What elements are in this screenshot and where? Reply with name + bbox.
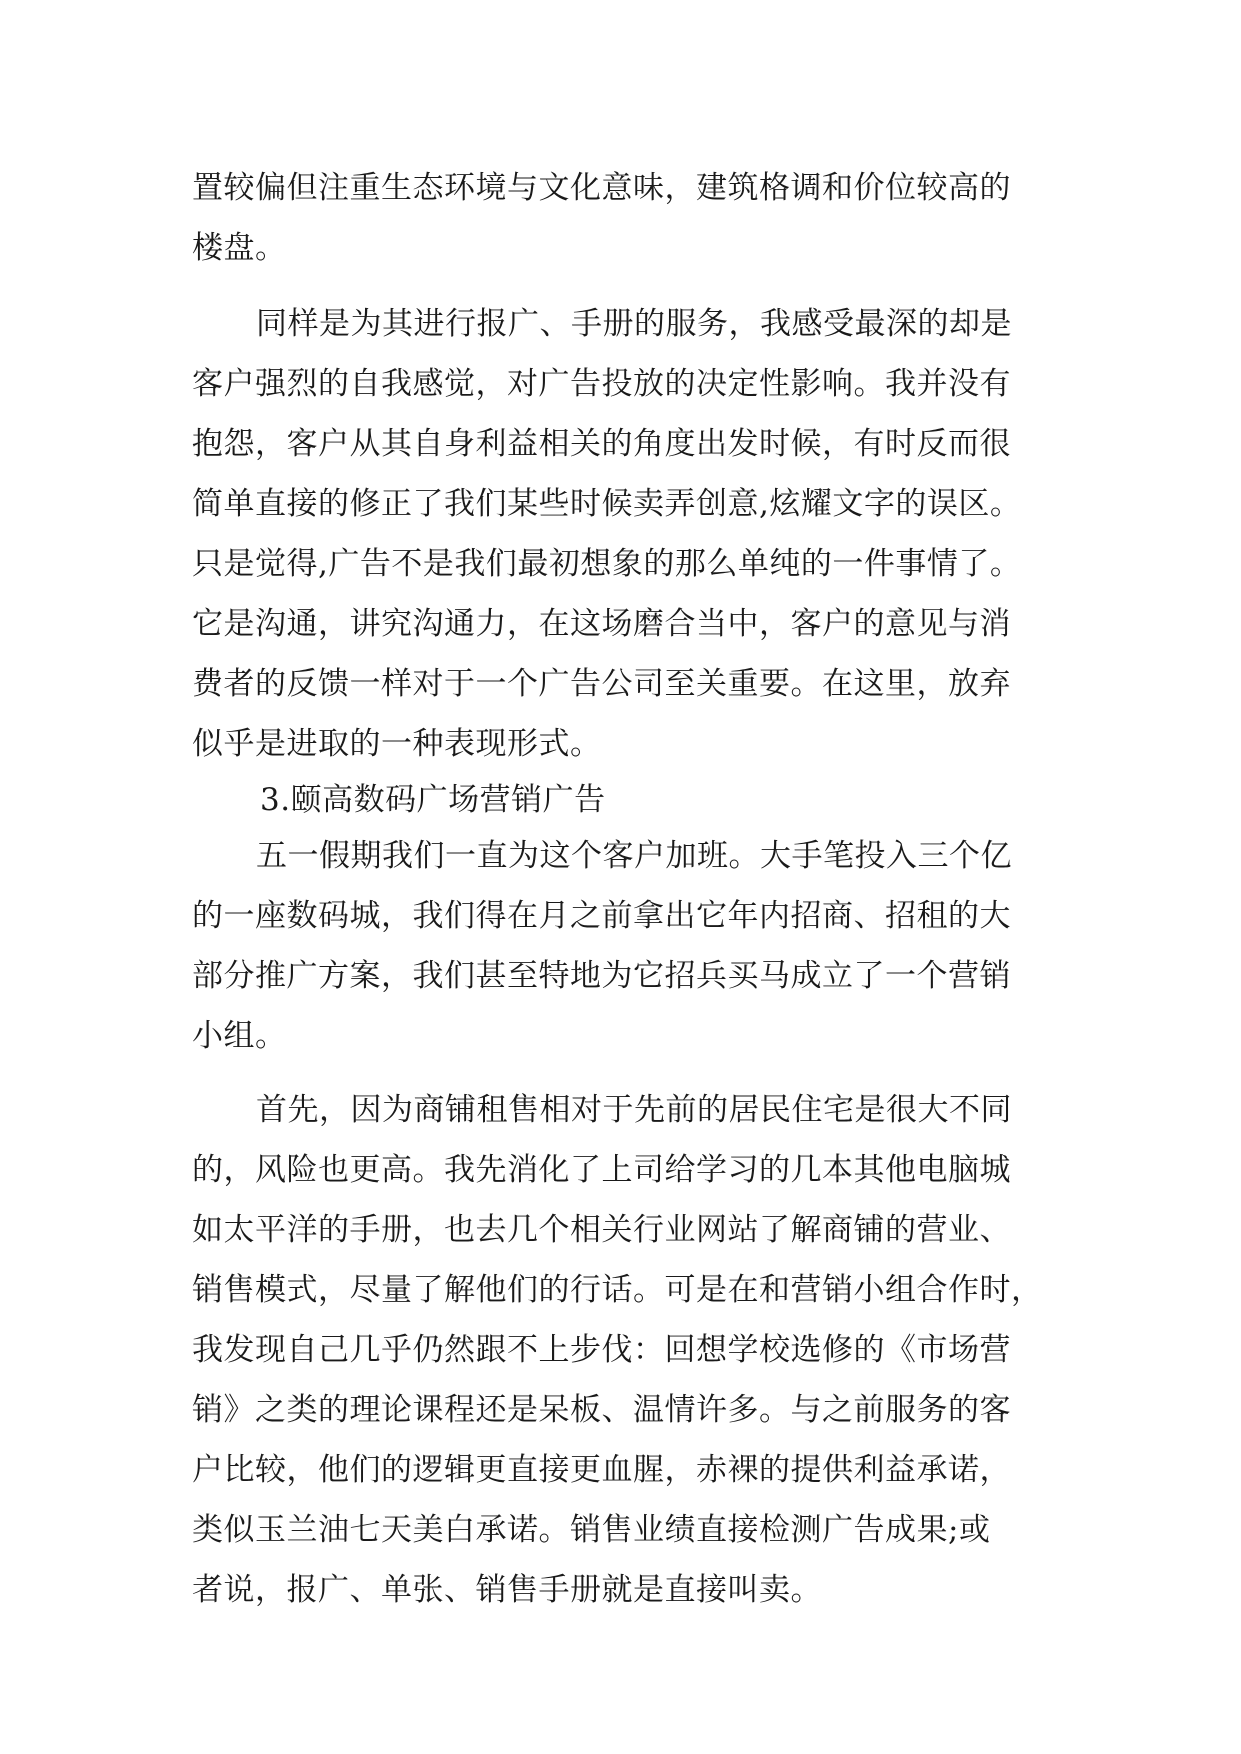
text-line: 销售模式，尽量了解他们的行话。可是在和营销小组合作时， [192,1272,1043,1308]
text-line: 五一假期我们一直为这个客户加班。大手笔投入三个亿 [256,838,1012,874]
text-line: 同样是为其进行报广、手册的服务，我感受最深的却是 [256,306,1012,342]
text-line: 简单直接的修正了我们某些时候卖弄创意,炫耀文字的误区。 [192,486,1022,522]
text-line: 客户强烈的自我感觉，对广告投放的决定性影响。我并没有 [192,366,1011,402]
text-line: 置较偏但注重生态环境与文化意味，建筑格调和价位较高的 [192,170,1011,206]
text-line: 者说，报广、单张、销售手册就是直接叫卖。 [192,1572,822,1608]
text-line: 只是觉得,广告不是我们最初想象的那么单纯的一件事情了。 [192,546,1022,582]
text-line: 的一座数码城，我们得在月之前拿出它年内招商、招租的大 [192,898,1011,934]
text-line: 它是沟通，讲究沟通力，在这场磨合当中，客户的意见与消 [192,606,1011,642]
text-line: 部分推广方案，我们甚至特地为它招兵买马成立了一个营销 [192,958,1011,994]
text-line: 费者的反馈一样对于一个广告公司至关重要。在这里，放弃 [192,666,1011,702]
text-line: 抱怨，客户从其自身利益相关的角度出发时候，有时反而很 [192,426,1011,462]
text-line: 首先，因为商铺租售相对于先前的居民住宅是很大不同 [256,1092,1012,1128]
text-line: 我发现自己几乎仍然跟不上步伐：回想学校选修的《市场营 [192,1332,1011,1368]
text-line: 楼盘。 [192,230,287,266]
text-line: 小组。 [192,1018,287,1054]
section-heading: 3.颐高数码广场营销广告 [260,782,606,818]
text-line: 销》之类的理论课程还是呆板、温情许多。与之前服务的客 [192,1392,1011,1428]
text-line: 户比较，他们的逻辑更直接更血腥，赤裸的提供利益承诺， [192,1452,1011,1488]
text-line: 似乎是进取的一种表现形式。 [192,726,602,762]
text-line: 类似玉兰油七天美白承诺。销售业绩直接检测广告成果;或 [192,1512,991,1548]
text-line: 的，风险也更高。我先消化了上司给学习的几本其他电脑城 [192,1152,1011,1188]
text-line: 如太平洋的手册，也去几个相关行业网站了解商铺的营业、 [192,1212,1011,1248]
